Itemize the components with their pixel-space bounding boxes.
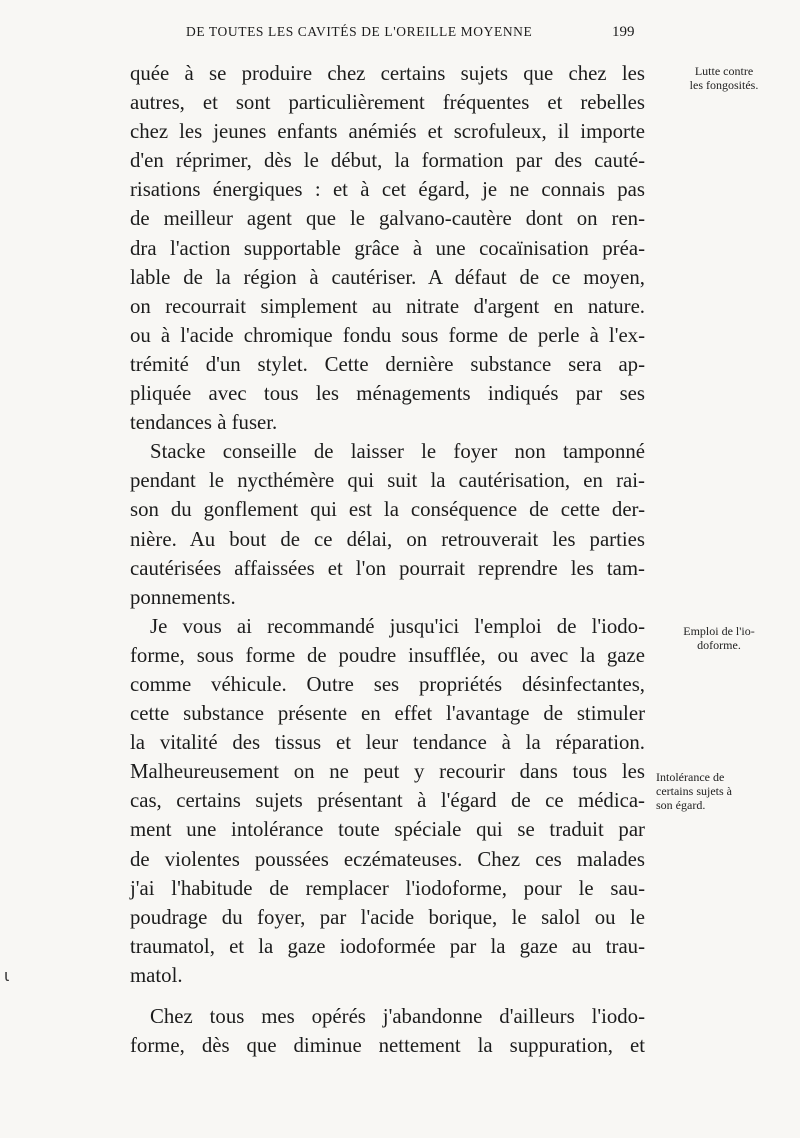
margin-note-intolerance xyxy=(656,770,768,812)
text-line: matol. xyxy=(130,963,183,987)
text-line: pendant le nycthémère qui suit la cautérisation, en rai- xyxy=(130,469,645,493)
text-line: nière. Au bout de ce délai, on retrouverait les parties xyxy=(130,527,645,551)
page-number: 199 xyxy=(612,24,635,40)
paragraph-1 xyxy=(130,59,645,437)
margin-note-line: Intolérance de xyxy=(656,770,725,784)
text-line: de meilleur agent que le galvano-cautère dont on ren- xyxy=(130,207,645,231)
text-line: ou à l'acide chromique fondu sous forme de perle à l'ex- xyxy=(130,323,645,347)
text-line: Malheureusement on ne peut y recourir dans tous les xyxy=(130,760,645,784)
text-line: lable de la région à cautériser. A défaut de ce moyen, xyxy=(130,265,645,289)
margin-note-iodoforme xyxy=(663,624,775,652)
text-line: d'en réprimer, dès le début, la formation par des cauté- xyxy=(130,149,645,173)
text-line: la vitalité des tissus et leur tendance à la réparation. xyxy=(130,731,645,755)
margin-note-line: Emploi de l'io- xyxy=(683,624,755,638)
body-text xyxy=(130,59,645,1060)
text-line: Chez tous mes opérés j'abandonne d'ailleurs l'iodo- xyxy=(150,1005,645,1028)
text-line: pliquée avec tous les ménagements indiqués par ses xyxy=(130,382,645,406)
text-line: Stacke conseille de laisser le foyer non tamponné xyxy=(150,440,645,464)
text-line: traumatol, et la gaze iodoformée par la gaze au trau- xyxy=(130,934,645,958)
text-line: on recourrait simplement au nitrate d'argent en nature. xyxy=(130,294,645,318)
margin-note-line: son égard. xyxy=(656,798,706,812)
text-line: dra l'action supportable grâce à une cocaïnisation préa- xyxy=(130,236,645,260)
scan-edge-mark-icon: ɩ xyxy=(4,966,10,985)
text-line: cas, certains sujets présentant à l'égard de ce médica- xyxy=(130,789,645,813)
text-line: trémité d'un stylet. Cette dernière substance sera ap- xyxy=(130,352,645,376)
paragraph-spacer xyxy=(130,990,645,1002)
text-line: risations énergiques : et à cet égard, je ne connais pas xyxy=(130,178,645,202)
text-line: forme, dès que diminue nettement la suppuration, et xyxy=(130,1034,645,1058)
text-line: tendances à fuser. xyxy=(130,411,278,435)
text-line: autres, et sont particulièrement fréquentes et rebelles xyxy=(130,91,645,115)
text-line: de violentes poussées eczémateuses. Chez ces malades xyxy=(130,847,645,871)
text-line: forme, sous forme de poudre insufflée, ou avec la gaze xyxy=(130,643,645,667)
text-line: quée à se produire chez certains sujets que chez les xyxy=(130,62,645,85)
text-line: j'ai l'habitude de remplacer l'iodoforme, pour le sau- xyxy=(130,876,645,900)
margin-note-line: certains sujets à xyxy=(656,784,732,798)
margin-note-line: doforme. xyxy=(697,638,741,652)
margin-note-line: les fongosités. xyxy=(689,78,759,92)
text-line: Je vous ai recommandé jusqu'ici l'emploi de l'iodo- xyxy=(150,614,645,638)
text-line: comme véhicule. Outre ses propriétés désinfectantes, xyxy=(130,672,645,696)
text-line: son du gonflement qui est la conséquence de cette der- xyxy=(130,498,645,522)
running-header: DE TOUTES LES CAVITÉS DE L'OREILLE MOYENNE xyxy=(186,24,533,39)
text-line: cautérisées affaissées et l'on pourrait reprendre les tam- xyxy=(130,556,645,580)
margin-note-line: Lutte contre xyxy=(694,64,754,78)
text-line: cette substance présente en effet l'avantage de stimuler xyxy=(130,702,645,726)
text-line: chez les jeunes enfants anémiés et scrofuleux, il importe xyxy=(130,120,645,144)
margin-note-fongosites xyxy=(668,64,780,92)
text-line: ment une intolérance toute spéciale qui se traduit par xyxy=(130,818,645,842)
paragraph-2 xyxy=(130,437,645,612)
text-line: poudrage du foyer, par l'acide borique, le salol ou le xyxy=(130,905,645,929)
paragraph-3 xyxy=(130,612,645,990)
text-line: ponnements. xyxy=(130,585,236,609)
paragraph-4 xyxy=(130,1002,645,1060)
